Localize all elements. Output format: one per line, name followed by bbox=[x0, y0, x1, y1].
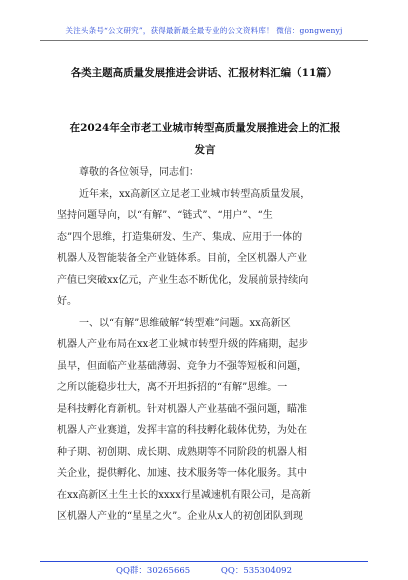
body-line: 虽早，但面临产业基础薄弱、竞争力不强等短板和问题， bbox=[57, 360, 307, 372]
footer-qq-group: QQ群：30265665 bbox=[115, 566, 191, 576]
section-title bbox=[55, 117, 355, 161]
header-promo-note: 关注头条号“公文研究”，获得最新最全最专业的公文资料库！ 微信：gongwenyj bbox=[65, 26, 343, 35]
body-text bbox=[57, 162, 357, 528]
body-line: 区机器人产业的“星星之火”。企业从x人的初创团队到现 bbox=[57, 511, 303, 522]
body-line: 一、以“有解”思维破解“转型难”问题。xx高新区 bbox=[79, 317, 291, 329]
footer-qq: QQ：535304092 bbox=[220, 566, 292, 576]
body-line: 态”四个思维，打造集研发、生产、集成、应用于一体的 bbox=[57, 231, 303, 243]
body-line: 关企业，提供孵化、加速、技术服务等一体化服务。其中 bbox=[57, 468, 307, 479]
body-line: 之所以能稳步壮大，离不开坦拆招的“有解”思维。一 bbox=[57, 382, 288, 393]
body-line: 尊敬的各位领导，同志们： bbox=[79, 167, 199, 178]
footer-contact bbox=[0, 564, 408, 576]
body-line: 好。 bbox=[57, 296, 77, 307]
footer-divider bbox=[40, 561, 368, 562]
body-line: 近年来，xx高新区立足老工业城市转型高质量发展， bbox=[79, 188, 311, 200]
body-line: 机器人及智能装备全产业链体系。目前，全区机器人产业 bbox=[57, 253, 307, 264]
body-line: 产值已突破xx亿元，产业生态不断优化，发展前景持续向 bbox=[57, 274, 309, 286]
body-line: 机器人产业布局在xx老工业城市转型升级的阵痛期，起步 bbox=[57, 339, 309, 350]
section-title-line: 在2024年全市老工业城市转型高质量发展推进会上的汇报 bbox=[69, 122, 341, 134]
document-title: 各类主题高质量发展推进会讲话、汇报材料汇编（11篇） bbox=[70, 67, 338, 79]
section-title-line: 发言 bbox=[194, 144, 216, 156]
body-line: 坚持问题导向，以“有解”、“链式”、“用户”、“生 bbox=[57, 210, 273, 221]
body-line: 种子期、初创期、成长期、成熟期等不同阶段的机器人相 bbox=[57, 446, 307, 458]
body-line: 在xx高新区土生土长的xxxx行星减速机有限公司，是高新 bbox=[57, 489, 311, 501]
body-line: 机器人产业赛道，发挥丰富的科技孵化载体优势，为处在 bbox=[57, 425, 307, 436]
body-line: 是科技孵化育新机。针对机器人产业基础不强问题，瞄准 bbox=[57, 403, 307, 415]
header-divider bbox=[40, 40, 368, 41]
